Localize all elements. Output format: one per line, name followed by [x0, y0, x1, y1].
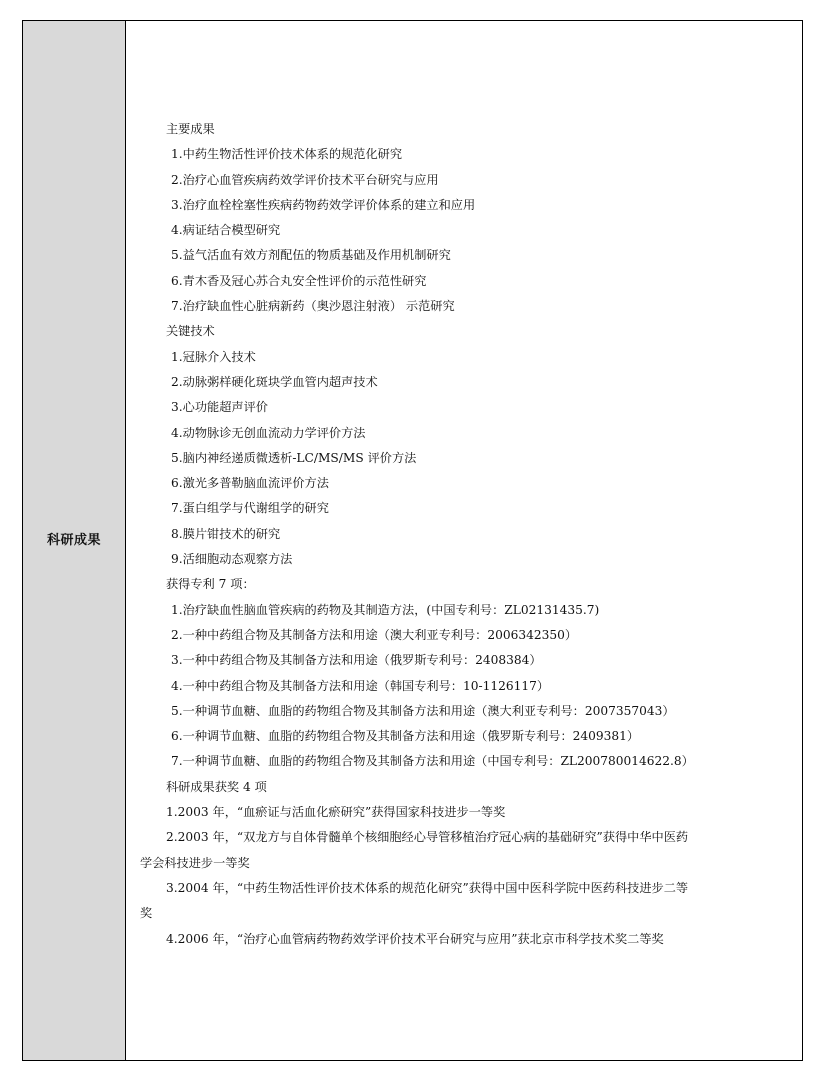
- section-label: 科研成果: [46, 533, 101, 548]
- key-tech-item: 9.活细胞动态观察方法: [171, 552, 293, 567]
- key-tech-item: 3.心功能超声评价: [171, 400, 268, 415]
- achievements-heading: 主要成果: [166, 122, 215, 136]
- achievement-item: 6.青木香及冠心苏合丸安全性评价的示范性研究: [171, 273, 427, 288]
- achievement-item: 3.治疗血栓栓塞性疾病药物药效学评价体系的建立和应用: [171, 197, 476, 212]
- patent-item: 1.治疗缺血性脑血管疾病的药物及其制造方法，(中国专利号：ZL02131435.7): [171, 602, 600, 617]
- content-cell: [126, 21, 802, 1060]
- key-tech-heading: 关键技术: [166, 324, 215, 339]
- patent-item: 5.一种调节血糖、血脂的药物组合物及其制备方法和用途（澳大利亚专利号：2007357043）: [171, 703, 675, 718]
- achievement-item: 5.益气活血有效方剂配伍的物质基础及作用机制研究: [171, 248, 451, 263]
- achievement-item: 1.中药生物活性评价技术体系的规范化研究: [171, 147, 403, 162]
- patent-item: 4.一种中药组合物及其制备方法和用途（韩国专利号：10-1126117）: [171, 678, 550, 693]
- awards-heading: 科研成果获奖 4 项: [166, 779, 267, 794]
- patent-item: 6.一种调节血糖、血脂的药物组合物及其制备方法和用途（俄罗斯专利号：2409381）: [171, 729, 640, 744]
- patent-item: 3.一种中药组合物及其制备方法和用途（俄罗斯专利号：2408384）: [171, 653, 542, 668]
- key-tech-item: 7.蛋白组学与代谢组学的研究: [171, 501, 329, 516]
- achievement-item: 7.治疗缺血性心脏病新药（奥沙恩注射液） 示范研究: [171, 299, 455, 314]
- key-tech-item: 8.膜片钳技术的研究: [171, 526, 281, 541]
- key-tech-item: 5.脑内神经递质微透析-LC/MS/MS 评价方法: [171, 450, 417, 465]
- award-line: 2.2003 年，“双龙方与自体骨髓单个核细胞经心导管移植治疗冠心病的基础研究”获得中华中医药: [166, 830, 689, 845]
- achievement-item: 2.治疗心血管疾病药效学评价技术平台研究与应用: [171, 172, 439, 187]
- award-line: 4.2006 年，“治疗心血管病药物药效学评价技术平台研究与应用”获北京市科学技术奖二等奖: [166, 931, 664, 946]
- info-table: [22, 20, 803, 1061]
- award-line-continuation: 学会科技进步一等奖: [140, 855, 250, 870]
- key-tech-item: 4.动物脉诊无创血流动力学评价方法: [171, 425, 366, 440]
- patent-item: 7.一种调节血糖、血脂的药物组合物及其制备方法和用途（中国专利号：ZL200780014622.8）: [171, 754, 694, 769]
- content-lines: [126, 117, 802, 952]
- patent-item: 2.一种中药组合物及其制备方法和用途（澳大利亚专利号：2006342350）: [171, 627, 578, 642]
- key-tech-item: 2.动脉粥样硬化斑块学血管内超声技术: [171, 374, 378, 389]
- label-cell: [23, 21, 126, 1060]
- key-tech-item: 1.冠脉介入技术: [171, 349, 256, 364]
- award-line: 3.2004 年，“中药生物活性评价技术体系的规范化研究”获得中国中医科学院中医药科技进步二等: [166, 880, 689, 895]
- achievement-item: 4.病证结合模型研究: [171, 223, 281, 238]
- patents-heading: 获得专利 7 项：: [166, 577, 255, 592]
- award-line: 1.2003 年，“血瘀证与活血化瘀研究”获得国家科技进步一等奖: [166, 805, 506, 820]
- award-line-continuation: 奖: [140, 906, 153, 921]
- key-tech-item: 6.激光多普勒脑血流评价方法: [171, 476, 329, 491]
